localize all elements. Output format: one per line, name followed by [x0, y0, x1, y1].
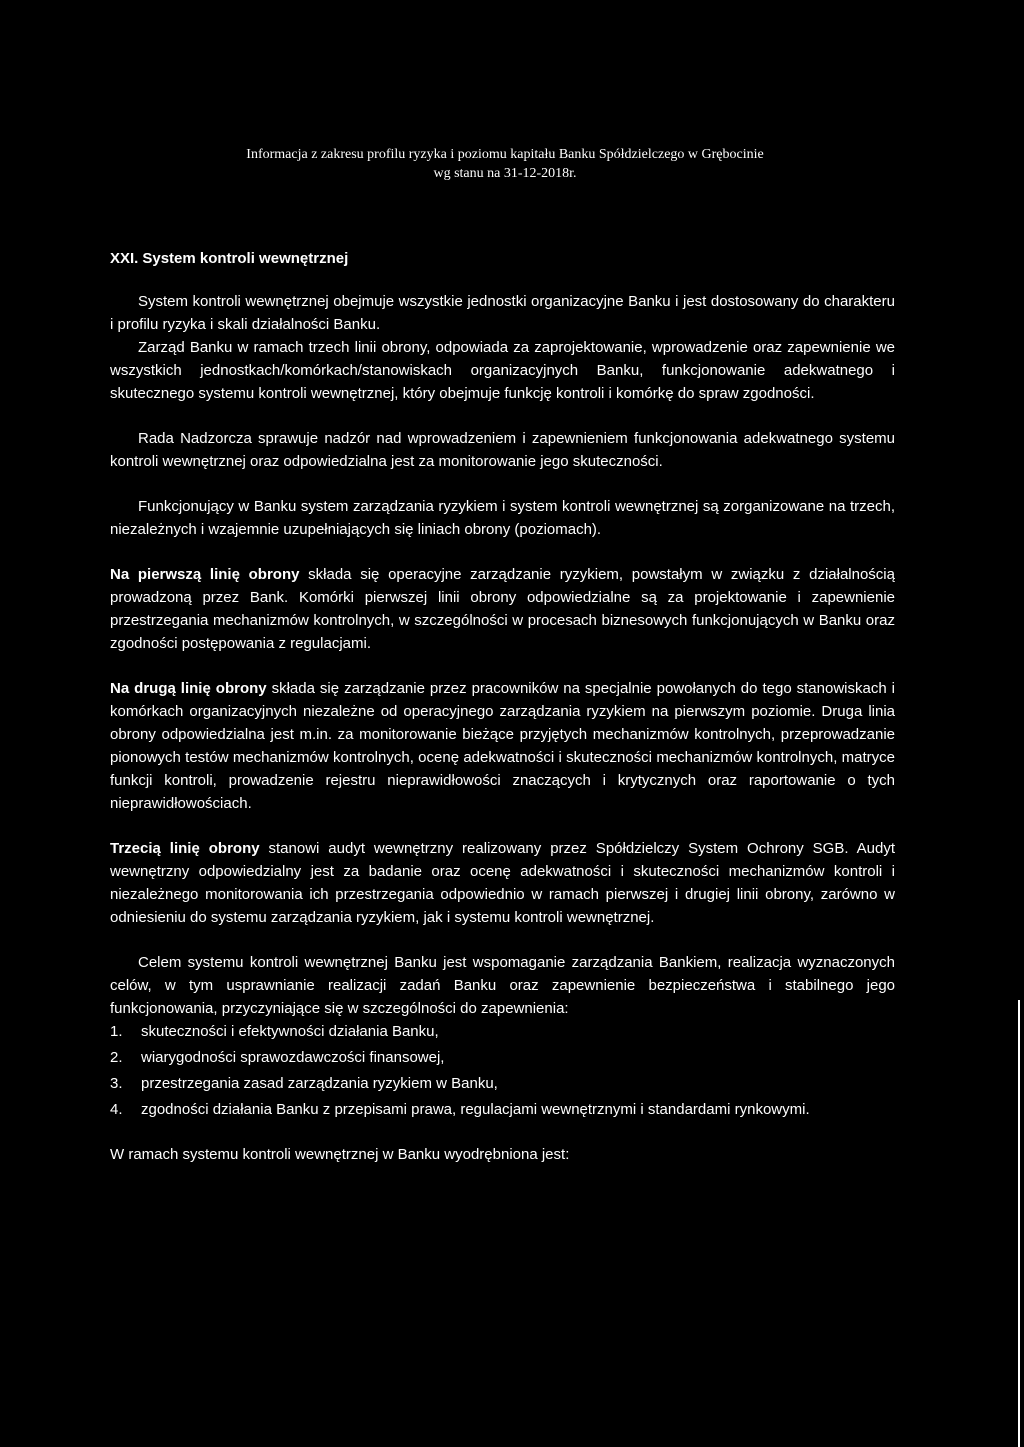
list-text: wiarygodności sprawozdawczości finansowej, — [141, 1049, 445, 1066]
list-item — [110, 1072, 895, 1095]
list-text: zgodności działania Banku z przepisami prawa, regulacjami wewnętrznymi i standardami rynkowymi. — [141, 1101, 810, 1118]
first-line-text: składa się operacyjne zarządzanie ryzykiem, powstałym w związku z działalnością prowadzoną przez Bank. Komórki pierwszej linii obrony odpowiedzialne są za projektowanie i zapewnienie przestrzegania mechanizmów kontrolnych, w szczególności w procesach biznesowych funkcjonujących w Banku oraz zgodności postępowania z regulacjami. — [110, 566, 895, 652]
paragraph-scope: System kontroli wewnętrznej obejmuje wszystkie jednostki organizacyjne Banku i jest dostosowany do charakteru i profilu ryzyka i skali działalności Banku. — [110, 293, 895, 333]
list-item — [110, 1098, 895, 1121]
second-line-heading: Na drugą linię obrony — [110, 680, 267, 697]
list-text: przestrzegania zasad zarządzania ryzykiem w Banku, — [141, 1075, 498, 1092]
paragraph-first-line — [110, 563, 895, 655]
list-number: 2. — [110, 1049, 123, 1066]
list-item — [110, 1020, 895, 1043]
header-date: wg stanu na 31-12-2018r. — [433, 166, 577, 181]
paragraph-third-line — [110, 837, 895, 929]
document-body — [110, 247, 895, 1166]
page-edge-line — [1018, 1000, 1020, 1447]
list-number: 3. — [110, 1075, 123, 1092]
paragraph-lines-of-defense: Funkcjonujący w Banku system zarządzania ryzykiem i system kontroli wewnętrznej są zorganizowane na trzech, niezależnych i wzajemnie uzupełniających się liniach obrony (poziomach). — [110, 498, 895, 538]
paragraph-closing: W ramach systemu kontroli wewnętrznej w Banku wyodrębniona jest: — [110, 1146, 570, 1163]
objectives-list — [110, 1020, 895, 1121]
paragraph-second-line — [110, 677, 895, 815]
header-title: Informacja z zakresu profilu ryzyka i poziomu kapitału Banku Spółdzielczego w Grębocinie — [246, 147, 764, 162]
third-line-text: stanowi audyt wewnętrzny realizowany przez Spółdzielczy System Ochrony SGB. Audyt wewnętrzny odpowiedzialny jest za badanie oraz ocenę adekwatności i skuteczności mechanizmów kontroli i niezależnego monitorowania ich przestrzegania odpowiednio w ramach pierwszej i drugiej linii obrony, zarówno w odniesieniu do systemu zarządzania ryzykiem, jak i systemu kontroli wewnętrznej. — [110, 840, 895, 926]
paragraph-management-board: Zarząd Banku w ramach trzech linii obrony, odpowiada za zaprojektowanie, wprowadzenie oraz zapewnienie we wszystkich jednostkach/komórkach/stanowiskach organizacyjnych Banku, funkcjonowanie adekwatnego i skutecznego systemu kontroli wewnętrznej, który obejmuje funkcję kontroli i komórkę do spraw zgodności. — [110, 339, 895, 402]
section-heading — [110, 247, 895, 270]
list-text: skuteczności i efektywności działania Banku, — [141, 1023, 439, 1040]
first-line-heading: Na pierwszą linię obrony — [110, 566, 300, 583]
section-title: System kontroli wewnętrznej — [142, 250, 349, 267]
third-line-heading: Trzecią linię obrony — [110, 840, 260, 857]
section-number: XXI. — [110, 250, 139, 267]
list-number: 4. — [110, 1101, 123, 1118]
list-number: 1. — [110, 1023, 123, 1040]
document-header — [0, 145, 1010, 183]
paragraph-objectives: Celem systemu kontroli wewnętrznej Banku jest wspomaganie zarządzania Bankiem, realizacja wyznaczonych celów, w tym usprawnianie realizacji zadań Banku oraz zapewnienie bezpieczeństwa i stabilnego jego funkcjonowania, przyczyniające się w szczególności do zapewnienia: — [110, 954, 895, 1017]
list-item — [110, 1046, 895, 1069]
paragraph-supervisory-board: Rada Nadzorcza sprawuje nadzór nad wprowadzeniem i zapewnieniem funkcjonowania adekwatnego systemu kontroli wewnętrznej oraz odpowiedzialna jest za monitorowanie jego skuteczności. — [110, 430, 895, 470]
second-line-text: składa się zarządzanie przez pracowników na specjalnie powołanych do tego stanowiskach i komórkach organizacyjnych niezależne od operacyjnego zarządzania ryzykiem na pierwszym poziomie. Druga linia obrony odpowiedzialna jest m.in. za monitorowanie bieżące przyjętych mechanizmów kontrolnych, przeprowadzanie pionowych testów mechanizmów kontrolnych, ocenę adekwatności i skuteczności mechanizmów kontrolnych, matryce funkcji kontroli, prowadzenie rejestru nieprawidłowości znaczących i krytycznych oraz raportowanie o tych nieprawidłowościach. — [110, 680, 895, 812]
